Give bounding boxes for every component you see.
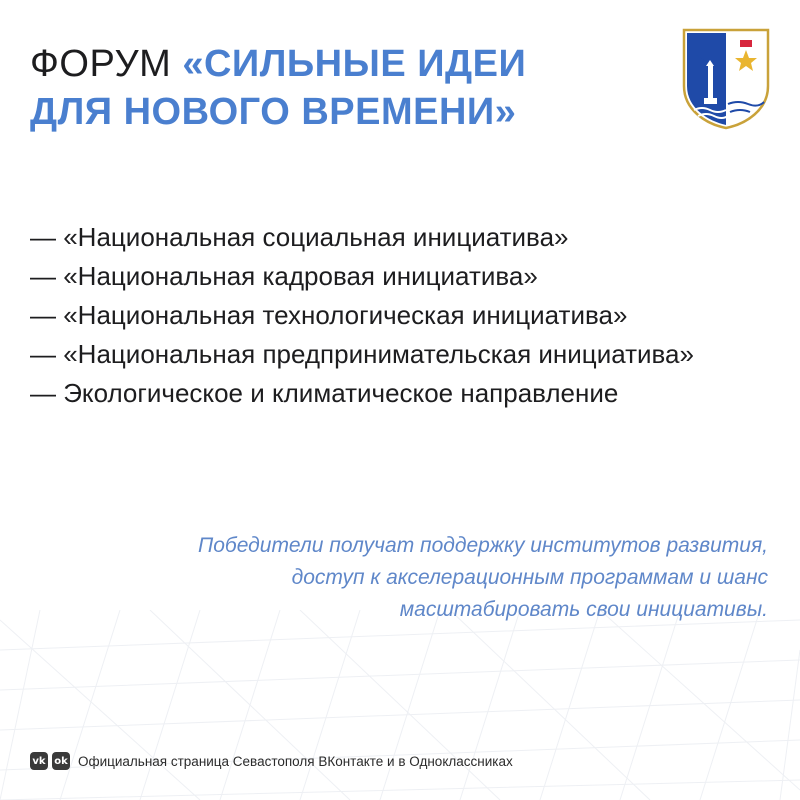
winners-note bbox=[88, 530, 768, 626]
page-title bbox=[30, 40, 526, 136]
background-grid-pattern bbox=[0, 610, 800, 800]
directions-list bbox=[30, 218, 770, 413]
sevastopol-coat-of-arms-icon bbox=[680, 26, 772, 130]
title-accent-line1: «СИЛЬНЫЕ ИДЕИ bbox=[182, 43, 527, 85]
quote-line: доступ к акселерационным программам и шанс bbox=[291, 566, 768, 589]
title-accent-line2: ДЛЯ НОВОГО ВРЕМЕНИ» bbox=[30, 91, 517, 133]
vk-icon[interactable]: vk bbox=[30, 752, 48, 770]
list-item: — «Национальная технологическая инициатива» bbox=[30, 300, 628, 330]
list-item: — «Национальная социальная инициатива» bbox=[30, 222, 569, 252]
quote-line: Победители получат поддержку институтов развития, bbox=[198, 534, 768, 557]
list-item: — «Национальная кадровая инициатива» bbox=[30, 261, 538, 291]
title-plain: ФОРУМ bbox=[30, 43, 183, 85]
list-item: — «Национальная предпринимательская инициатива» bbox=[30, 339, 694, 369]
footer-text: Официальная страница Севастополя ВКонтакте и в Одноклассниках bbox=[78, 753, 513, 769]
quote-line: масштабировать свои инициативы. bbox=[399, 598, 768, 621]
list-item: — Экологическое и климатическое направление bbox=[30, 378, 619, 408]
odnoklassniki-icon[interactable]: ok bbox=[52, 752, 70, 770]
footer bbox=[30, 752, 513, 770]
